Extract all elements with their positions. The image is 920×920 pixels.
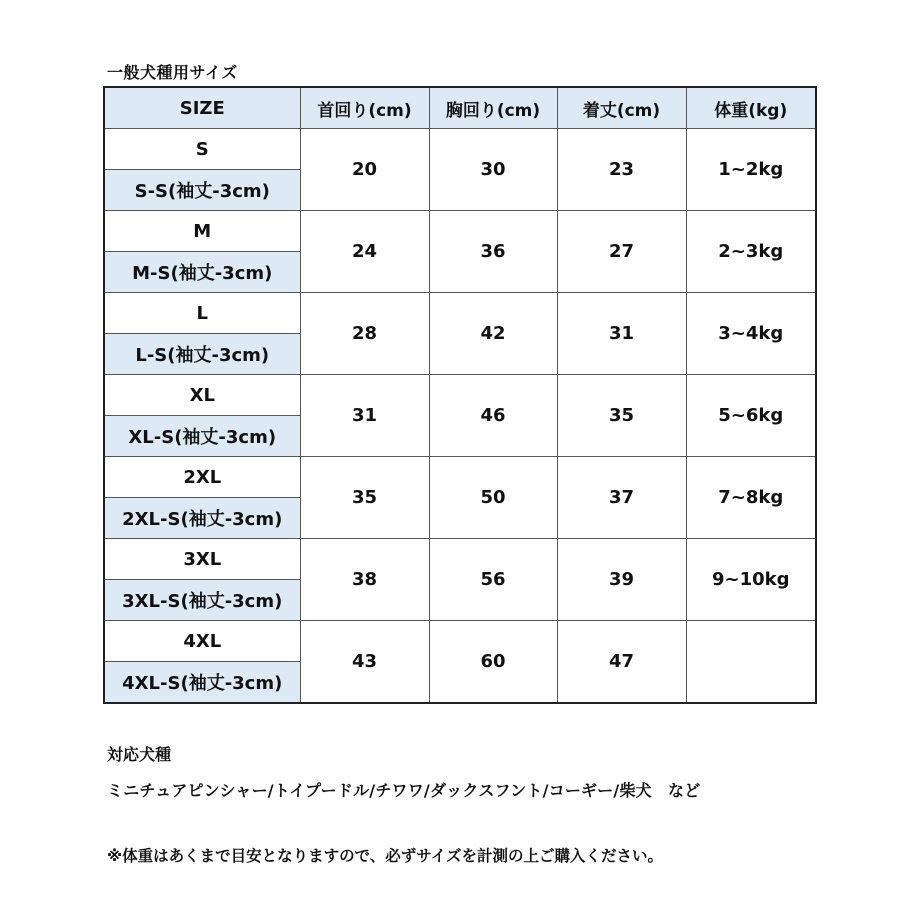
weight-cell: 7~8kg [686, 457, 816, 539]
table-row [104, 539, 816, 580]
length-cell: 35 [557, 375, 686, 457]
size-sub-cell: 2XL-S(袖丈-3cm) [104, 498, 300, 539]
size-sub-cell: L-S(袖丈-3cm) [104, 334, 300, 375]
breeds-list: ミニチュアピンシャー/トイプードル/チワワ/ダックスフント/コーギー/柴犬 など [107, 781, 701, 800]
size-cell: S [104, 129, 300, 170]
size-cell: M [104, 211, 300, 252]
length-cell: 27 [557, 211, 686, 293]
chest-cell: 30 [429, 129, 557, 211]
chest-cell: 50 [429, 457, 557, 539]
header-chest: 胸回り(cm) [429, 87, 557, 129]
size-sub-cell: 3XL-S(袖丈-3cm) [104, 580, 300, 621]
size-sub-cell: XL-S(袖丈-3cm) [104, 416, 300, 457]
table-row [104, 211, 816, 252]
header-weight: 体重(kg) [686, 87, 816, 129]
table-row [104, 375, 816, 416]
page-title: 一般犬種用サイズ [107, 63, 238, 82]
size-cell: 4XL [104, 621, 300, 662]
weight-cell: 3~4kg [686, 293, 816, 375]
neck-cell: 24 [300, 211, 429, 293]
header-neck: 首回り(cm) [300, 87, 429, 129]
table-row [104, 457, 816, 498]
size-sub-cell: 4XL-S(袖丈-3cm) [104, 662, 300, 704]
neck-cell: 43 [300, 621, 429, 704]
breeds-label: 対応犬種 [107, 745, 172, 764]
weight-cell: 1~2kg [686, 129, 816, 211]
neck-cell: 31 [300, 375, 429, 457]
weight-cell: 9~10kg [686, 539, 816, 621]
weight-cell: 5~6kg [686, 375, 816, 457]
chest-cell: 60 [429, 621, 557, 704]
length-cell: 37 [557, 457, 686, 539]
length-cell: 39 [557, 539, 686, 621]
weight-cell [686, 621, 816, 704]
header-size: SIZE [104, 87, 300, 129]
chest-cell: 56 [429, 539, 557, 621]
weight-cell: 2~3kg [686, 211, 816, 293]
neck-cell: 38 [300, 539, 429, 621]
size-sub-cell: M-S(袖丈-3cm) [104, 252, 300, 293]
size-cell: 2XL [104, 457, 300, 498]
header-length: 着丈(cm) [557, 87, 686, 129]
size-cell: XL [104, 375, 300, 416]
length-cell: 23 [557, 129, 686, 211]
length-cell: 31 [557, 293, 686, 375]
size-cell: 3XL [104, 539, 300, 580]
table-row [104, 293, 816, 334]
neck-cell: 28 [300, 293, 429, 375]
size-sub-cell: S-S(袖丈-3cm) [104, 170, 300, 211]
table-header-row [104, 87, 816, 129]
weight-note: ※体重はあくまで目安となりますので、必ずサイズを計測の上ご購入ください。 [107, 847, 664, 865]
chest-cell: 42 [429, 293, 557, 375]
size-table [103, 86, 817, 704]
chest-cell: 46 [429, 375, 557, 457]
neck-cell: 20 [300, 129, 429, 211]
length-cell: 47 [557, 621, 686, 704]
table-row [104, 129, 816, 170]
chest-cell: 36 [429, 211, 557, 293]
size-cell: L [104, 293, 300, 334]
table-row [104, 621, 816, 662]
neck-cell: 35 [300, 457, 429, 539]
